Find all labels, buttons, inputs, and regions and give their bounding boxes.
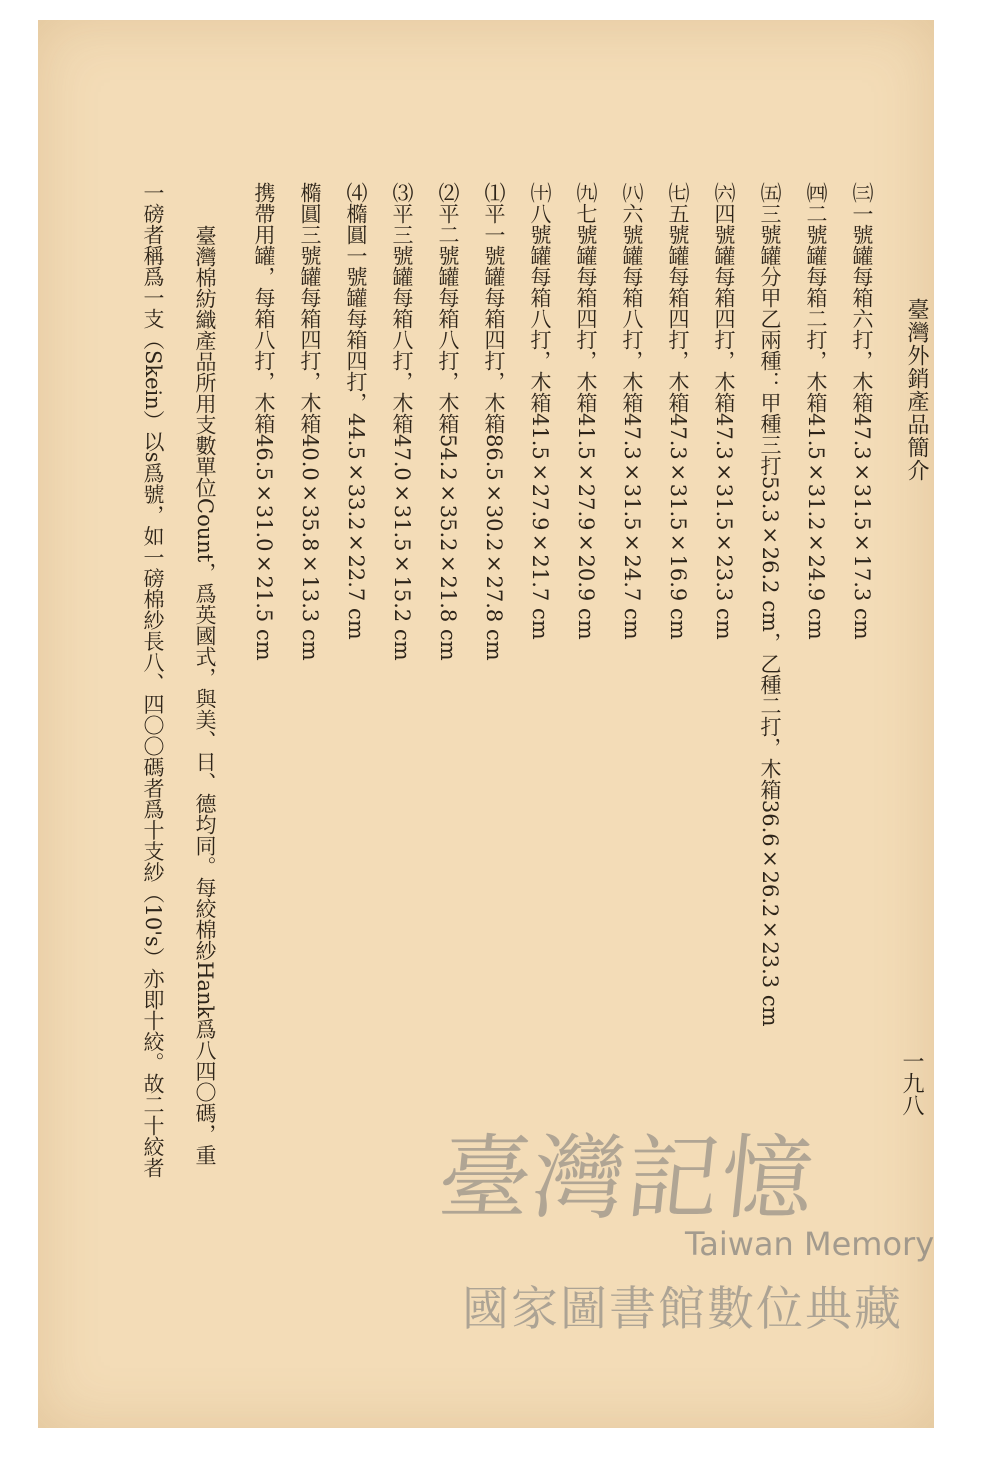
watermark-subtitle: Taiwan Memory (685, 1225, 935, 1263)
paragraph-line-1: 臺灣棉紡織產品所用支數單位Count，爲英國式，與美、日、德均同。每絞棉紗Hank爲八四〇碼，重 (193, 225, 217, 1166)
text-line-4: ㈥四號罐每箱四打，木箱47.3×31.5×23.3 cm (712, 182, 736, 640)
text-line-3: ㈤三號罐分甲乙兩種：甲種三打53.3×26.2 cm，乙種二打，木箱36.6×26.2×23.3 cm (758, 182, 782, 1027)
text-line-5: ㈦五號罐每箱四打，木箱47.3×31.5×16.9 cm (666, 182, 690, 640)
text-line-13: 橢圓三號罐每箱四打，木箱40.0×35.8×13.3 cm (298, 182, 322, 661)
paragraph-line-2: 一磅者稱爲一支（Skein）以s爲號，如一磅棉紗長八、四〇〇碼者爲十支紗（10's）亦即十絞。故二十絞者 (141, 182, 165, 1178)
text-line-6: ㈧六號罐每箱八打，木箱47.3×31.5×24.7 cm (620, 182, 644, 640)
text-line-7: ㈨七號罐每箱四打，木箱41.5×27.9×20.9 cm (574, 182, 598, 640)
text-line-1: ㈢一號罐每箱六打，木箱47.3×31.5×17.3 cm (850, 182, 874, 640)
running-title: 臺灣外銷產品簡介 (904, 298, 929, 482)
text-line-9: ⑴平一號罐每箱四打，木箱86.5×30.2×27.8 cm (482, 182, 506, 661)
text-line-8: ㈩八號罐每箱八打，木箱41.5×27.9×21.7 cm (528, 182, 552, 640)
text-line-14: 携帶用罐，每箱八打，木箱46.5×31.0×21.5 cm (252, 182, 276, 661)
watermark-library: 國家圖書館數位典藏 (462, 1282, 903, 1337)
text-line-12: ⑷橢圓一號罐每箱四打，44.5×33.2×22.7 cm (344, 182, 368, 640)
page-number: 一九八 (899, 1050, 924, 1116)
text-line-10: ⑵平二號罐每箱八打，木箱54.2×35.2×21.8 cm (436, 182, 460, 661)
text-line-2: ㈣二號罐每箱二打，木箱41.5×31.2×24.9 cm (804, 182, 828, 640)
watermark-title: 臺灣記憶 (433, 1125, 821, 1232)
text-line-11: ⑶平三號罐每箱八打，木箱47.0×31.5×15.2 cm (390, 182, 414, 661)
